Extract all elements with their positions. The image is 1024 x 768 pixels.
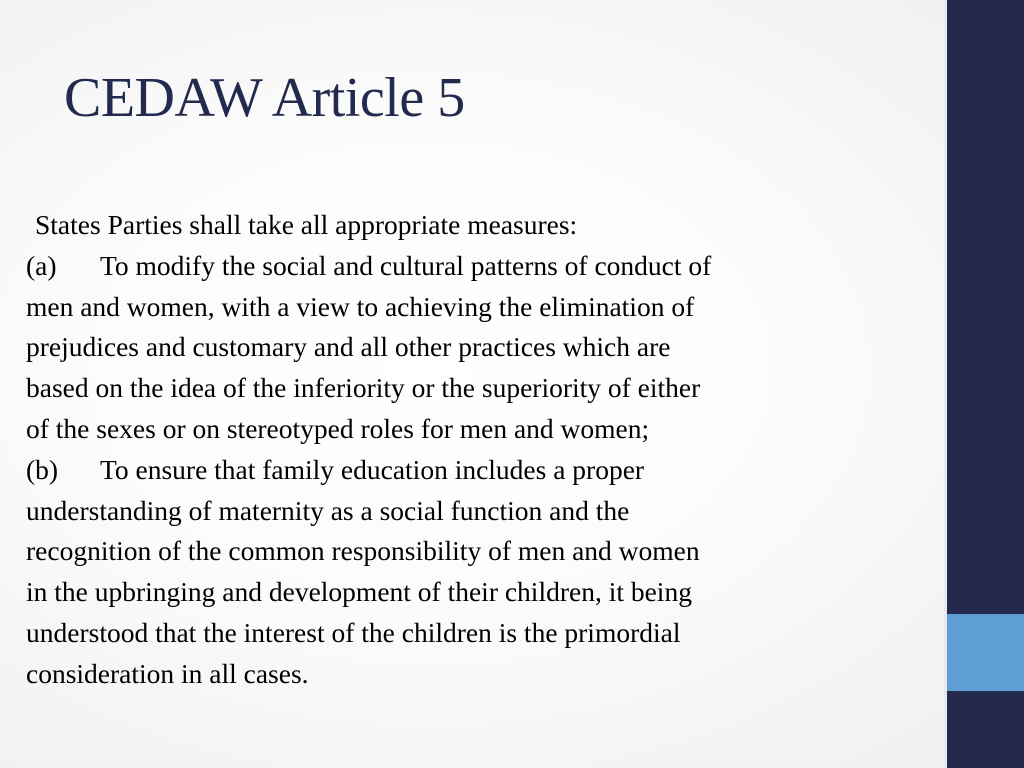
slide-title: CEDAW Article 5 (64, 67, 465, 129)
item-b-line-3: recognition of the common responsibility of men and women (26, 535, 700, 567)
item-b-line-4: in the upbringing and development of their children, it being (26, 576, 692, 608)
intro-line: States Parties shall take all appropriate measures: (35, 209, 578, 240)
item-b-line-5: understood that the interest of the children is the primordial (26, 616, 681, 648)
article-text (26, 205, 926, 695)
item-a-line-5: of the sexes or on stereotyped roles for men and women; (26, 412, 650, 444)
item-b-marker: (b) (26, 453, 59, 485)
item-b-line-1 (26, 450, 926, 491)
sidebar-accent-block (947, 614, 1024, 691)
item-b-line-2: understanding of maternity as a social function and the (26, 494, 630, 526)
item-a-line-4: based on the idea of the inferiority or the superiority of either (26, 372, 701, 404)
item-b-line-6: consideration in all cases. (26, 657, 309, 689)
item-a-line-1 (26, 246, 926, 287)
item-a-marker: (a) (26, 249, 57, 281)
item-a-line-3: prejudices and customary and all other practices which are (26, 331, 671, 363)
item-b-text-1: To ensure that family education includes a proper (100, 453, 645, 485)
item-a-text-1: To modify the social and cultural patterns of conduct of (100, 249, 712, 281)
item-a-line-2: men and women, with a view to achieving the elimination of (26, 290, 695, 322)
